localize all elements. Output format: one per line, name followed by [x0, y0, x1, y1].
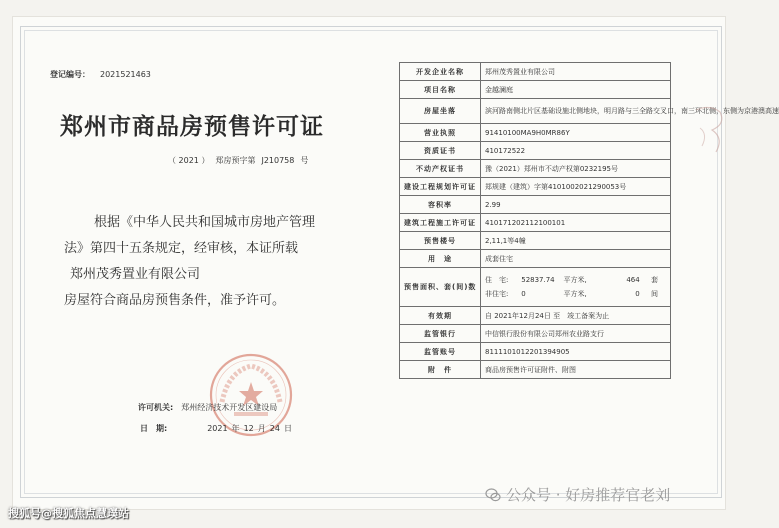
row-label: 监管银行	[400, 325, 481, 343]
table-row	[400, 81, 671, 99]
nonres-area: 0	[521, 290, 526, 298]
issuer-name: 郑州经济技术开发区建设局	[181, 403, 278, 412]
table-row	[400, 232, 671, 250]
row-label: 建设工程规划许可证	[400, 178, 481, 196]
watermark-right	[485, 484, 670, 505]
row-label: 房屋坐落	[400, 99, 481, 124]
watermark-left: 搜狐号@搜狐焦点慧璞站	[8, 507, 129, 520]
property-cert-value: 豫（2021）郑州市不动产权第0232195号	[481, 160, 671, 178]
issuer-label: 许可机关:	[138, 403, 174, 412]
table-row	[400, 196, 671, 214]
date-year: 2021	[207, 424, 228, 433]
cert-prefix: 郑房预字第	[215, 156, 256, 165]
residential-area-line	[485, 273, 666, 287]
table-row	[400, 160, 671, 178]
project-value: 金越澜庭	[481, 81, 671, 99]
area-value	[481, 268, 671, 307]
issue-date	[140, 423, 296, 434]
cert-number-value: J210758	[261, 156, 295, 165]
date-label: 日 期:	[140, 424, 168, 433]
table-row	[400, 124, 671, 142]
body-company: 郑州茂秀置业有限公司	[70, 267, 201, 282]
registration-number	[50, 69, 151, 80]
cert-year: （ 2021 ）	[168, 156, 210, 165]
developer-value: 郑州茂秀置业有限公司	[481, 63, 671, 81]
nonresidential-area-line	[485, 287, 666, 301]
nonres-count: 0	[635, 290, 640, 298]
row-label: 附 件	[400, 361, 481, 379]
body-line-1: 根据《中华人民共和国城市房地产管理	[94, 215, 316, 230]
far-value: 2.99	[481, 196, 671, 214]
res-count: 464	[626, 276, 640, 284]
registration-label: 登记编号：	[50, 70, 90, 79]
row-label: 开发企业名称	[400, 63, 481, 81]
table-row	[400, 250, 671, 268]
cert-suffix: 号	[300, 156, 309, 165]
table-row	[400, 214, 671, 232]
table-row	[400, 63, 671, 81]
certificate-title: 郑州市商品房预售许可证	[60, 113, 324, 140]
qualification-value: 410172522	[481, 142, 671, 160]
bank-value: 中信银行股份有限公司郑州农业路支行	[481, 325, 671, 343]
table-row	[400, 361, 671, 379]
body-line-2: 法》第四十五条规定，经审核，本证所载	[64, 241, 299, 256]
res-unit: 平方米,	[563, 276, 587, 284]
row-label: 监管账号	[400, 343, 481, 361]
table-row	[400, 99, 671, 124]
row-label: 资质证书	[400, 142, 481, 160]
row-label: 用 途	[400, 250, 481, 268]
certificate-number	[168, 155, 314, 166]
usage-value: 成套住宅	[481, 250, 671, 268]
table-row	[400, 343, 671, 361]
date-month: 12	[243, 424, 254, 433]
res-count-unit: 套	[650, 276, 658, 284]
body-line-4: 房屋符合商品房预售条件，准予许可。	[64, 293, 286, 308]
certificate-body	[64, 210, 384, 314]
location-value: 滨河路南侧北片区基础设施北侧地块，明月路与三全路交叉口，南三环北侧，东侧为京港澳高速	[481, 99, 671, 124]
construction-value: 410171202112100101	[481, 214, 671, 232]
watermark-right-text: 公众号 · 好房推荐官老刘	[506, 486, 671, 504]
permit-details-table	[399, 62, 779, 379]
pencil-mark-icon	[690, 100, 730, 160]
issuing-authority	[138, 402, 277, 413]
date-year-unit: 年	[231, 424, 240, 433]
planning-value: 郑规建（建筑）字第4101002021290053号	[481, 178, 671, 196]
table-row	[400, 268, 671, 307]
registration-value: 2021521463	[100, 70, 151, 79]
row-label: 建筑工程施工许可证	[400, 214, 481, 232]
row-label: 预售面积、套(间)数	[400, 268, 481, 307]
buildings-value: 2,11,1等4幢	[481, 232, 671, 250]
nonres-label: 非住宅:	[485, 290, 509, 298]
nonres-unit: 平方米,	[563, 290, 587, 298]
attachment-value: 商品房预售许可证附件、附图	[481, 361, 671, 379]
date-day-unit: 日	[283, 424, 292, 433]
row-label: 不动产权证书	[400, 160, 481, 178]
row-label: 项目名称	[400, 81, 481, 99]
row-label: 营业执照	[400, 124, 481, 142]
table-row	[400, 307, 671, 325]
res-label: 住 宅:	[485, 276, 509, 284]
validity-value: 自 2021年12月24日 至 竣工备案为止	[481, 307, 671, 325]
table-row	[400, 178, 671, 196]
row-label: 容积率	[400, 196, 481, 214]
res-area: 52837.74	[521, 276, 555, 284]
date-day: 24	[269, 424, 280, 433]
date-month-unit: 月	[257, 424, 266, 433]
account-value: 8111101012201394905	[481, 343, 671, 361]
nonres-count-unit: 间	[650, 290, 658, 298]
table-row	[400, 142, 671, 160]
wechat-icon	[485, 487, 501, 503]
row-label: 预售楼号	[400, 232, 481, 250]
row-label: 有效期	[400, 307, 481, 325]
license-value: 91410100MA9H0MR86Y	[481, 124, 671, 142]
table-row	[400, 325, 671, 343]
